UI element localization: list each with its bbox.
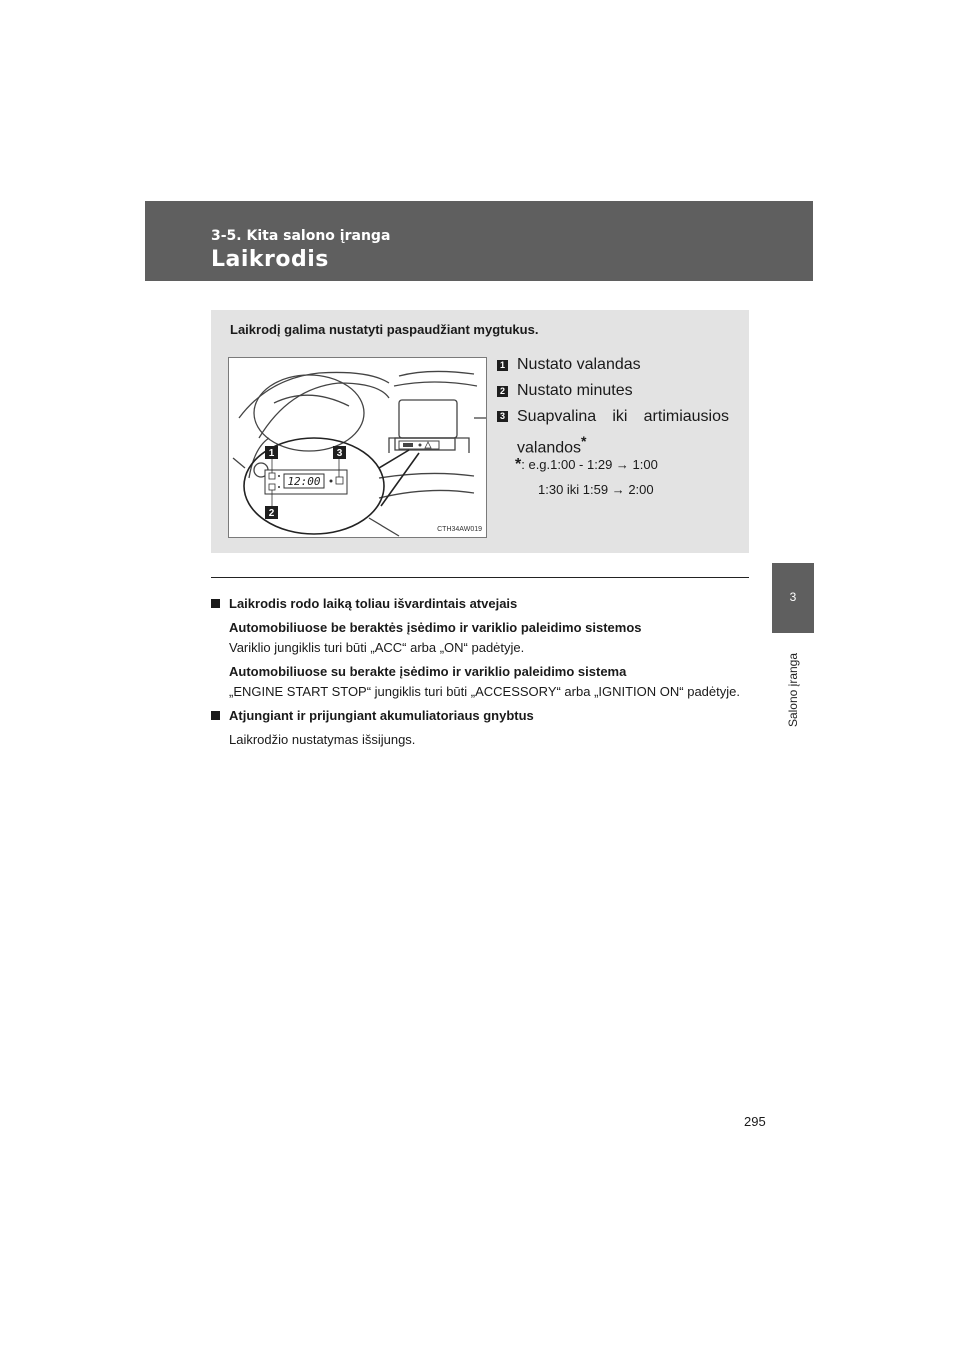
dashboard-illustration <box>229 358 486 537</box>
clock-display: 12:00 <box>287 475 321 488</box>
footnote-line-2: 1:30 iki 1:59 → 2:00 <box>538 482 654 497</box>
chapter-label-container <box>762 645 824 735</box>
page-title: Laikrodis <box>211 247 329 272</box>
section-label: 3-5. Kita salono įranga <box>211 228 391 244</box>
legend-text: Nustato minutes <box>517 382 633 399</box>
subheading-keyless-absent: Automobiliuose be beraktės įsėdimo ir variklio paleidimo sistemos <box>229 620 642 635</box>
footnote-line-1 <box>515 456 658 474</box>
image-code: CTH34AW019 <box>437 526 482 533</box>
footnote-text: : e.g.1:00 - 1:29 → 1:00 <box>521 457 658 472</box>
bullet-heading-2 <box>211 706 749 726</box>
callout-1: 1 <box>268 448 275 459</box>
square-bullet-icon <box>211 711 220 720</box>
info-intro: Laikrodį galima nustatyti paspaudžiant mygtukus. <box>230 322 539 337</box>
paragraph-acc-on: Variklio jungiklis turi būti „ACC“ arba „ON“ padėtyje. <box>229 640 525 655</box>
footnote-marker: * <box>515 456 522 473</box>
heading-text: Atjungiant ir prijungiant akumuliatoriaus gnybtus <box>229 708 534 723</box>
callout-3: 3 <box>336 448 343 459</box>
callout-2: 2 <box>268 508 275 519</box>
chapter-label: Salono įranga <box>786 652 800 728</box>
bullet-heading-1 <box>211 594 749 614</box>
number-3-icon: 3 <box>497 411 508 422</box>
legend-text: Suapvalina iki artimiausios valandos <box>517 408 729 457</box>
info-box <box>211 310 749 553</box>
clock-diagram <box>228 357 487 538</box>
chapter-number: 3 <box>789 590 797 604</box>
paragraph-reset: Laikrodžio nustatymas išsijungs. <box>229 732 416 747</box>
number-2-icon: 2 <box>497 386 508 397</box>
number-1-icon: 1 <box>497 360 508 371</box>
footnote-asterisk: * <box>581 433 587 449</box>
subheading-keyless-present: Automobiliuose su berakte įsėdimo ir variklio paleidimo sistema <box>229 664 627 679</box>
divider-rule <box>211 577 749 578</box>
legend-text-group <box>517 405 729 460</box>
page-number: 295 <box>744 1114 766 1129</box>
header-band <box>145 201 813 281</box>
chapter-tab <box>772 563 814 633</box>
paragraph-engine-start-stop: „ENGINE START STOP“ jungiklis turi būti „ACCESSORY“ arba „IGNITION ON“ padėtyje. <box>229 684 740 699</box>
square-bullet-icon <box>211 599 220 608</box>
legend-text: Nustato valandas <box>517 356 641 373</box>
heading-text: Laikrodis rodo laiką toliau išvardintais atvejais <box>229 596 518 611</box>
body-text <box>211 594 749 750</box>
